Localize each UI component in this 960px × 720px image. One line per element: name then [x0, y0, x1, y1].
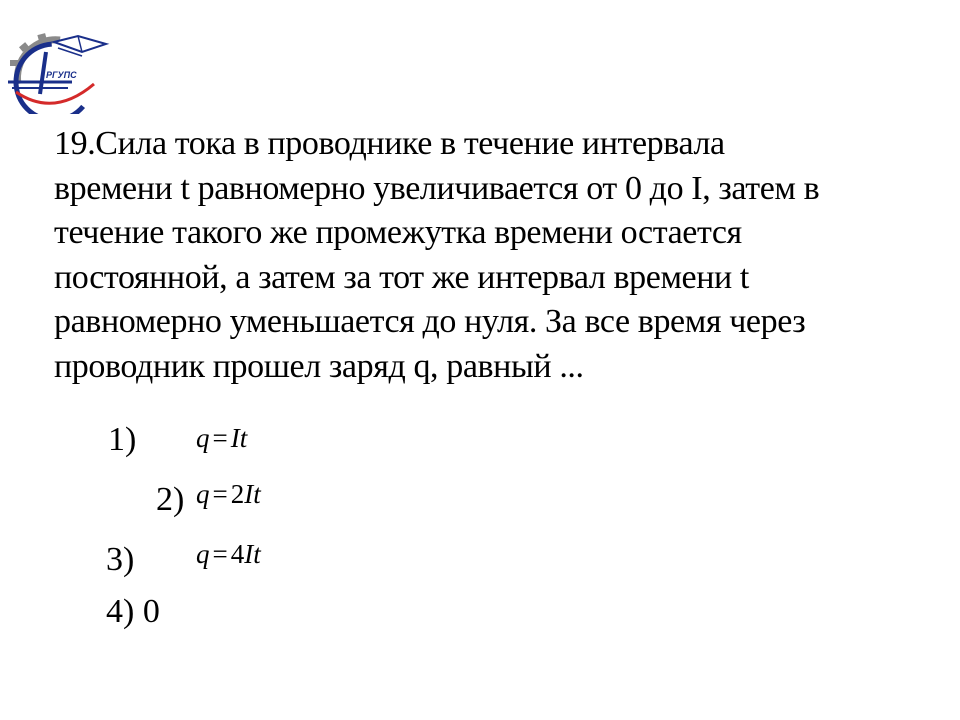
question-text	[54, 122, 934, 389]
question-line: проводник прошел заряд q, равный ...	[54, 347, 584, 385]
formula-eq: =	[212, 539, 228, 569]
formula-rhs: It	[244, 539, 261, 569]
option-3-number: 3)	[106, 541, 135, 578]
formula-coef: 2	[230, 479, 245, 509]
question-line: равномерно уменьшается до нуля. За все время через	[54, 303, 806, 340]
formula-eq: =	[212, 423, 228, 453]
question-line: 19.Сила тока в проводнике в течение интервала	[54, 125, 725, 162]
option-4: 4) 0	[106, 593, 160, 630]
option-1-number: 1)	[108, 421, 137, 458]
formula-coef: 4	[230, 539, 245, 569]
formula-lhs: q	[196, 479, 210, 509]
formula-lhs: q	[196, 423, 210, 453]
formula-rhs: It	[244, 479, 261, 509]
option-3-formula	[196, 538, 261, 570]
option-2-number: 2)	[156, 481, 185, 518]
option-2-formula	[196, 478, 261, 510]
university-logo	[2, 22, 114, 114]
rgups-emblem-icon	[2, 22, 114, 114]
question-line: течение такого же промежутка времени остается	[54, 214, 742, 251]
question-line: времени t равномерно увеличивается от 0 до I, затем в	[54, 169, 820, 207]
question-line: постоянной, а затем за тот же интервал времени t	[54, 258, 749, 296]
formula-eq: =	[212, 479, 228, 509]
logo-text: РГУПС	[46, 70, 77, 80]
formula-lhs: q	[196, 539, 210, 569]
option-1-formula	[196, 422, 247, 454]
formula-rhs: It	[230, 423, 248, 453]
